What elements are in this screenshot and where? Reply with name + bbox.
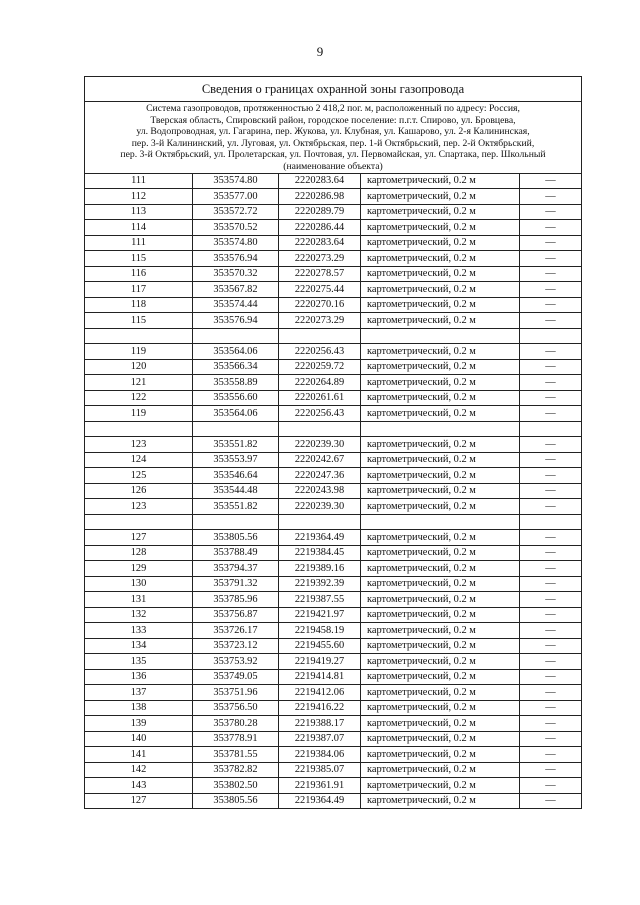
table-row: [85, 731, 582, 747]
coordinate-y: 2219416.22: [279, 700, 361, 716]
coordinate-x: 353553.97: [193, 452, 279, 468]
coordinate-x: 353564.06: [193, 406, 279, 422]
determination-method: картометрический, 0.2 м: [361, 731, 520, 747]
description-line: Тверская область, Спировский район, городское поселение: п.г.т. Спирово, ул. Бровцева,: [150, 114, 516, 126]
determination-method: картометрический, 0.2 м: [361, 561, 520, 577]
coordinate-x: 353791.32: [193, 576, 279, 592]
coordinate-x: 353570.32: [193, 266, 279, 282]
determination-method: картометрический, 0.2 м: [361, 685, 520, 701]
point-number: 133: [85, 623, 193, 639]
table-row: [85, 297, 582, 313]
determination-method: картометрический, 0.2 м: [361, 530, 520, 546]
table-row: [85, 623, 582, 639]
empty-cell: [85, 328, 193, 344]
empty-value-dash: —: [520, 189, 582, 205]
coordinate-y: 2219384.45: [279, 545, 361, 561]
table-row: [85, 685, 582, 701]
empty-value-dash: —: [520, 793, 582, 809]
point-number: 123: [85, 437, 193, 453]
coordinate-y: 2219387.07: [279, 731, 361, 747]
empty-value-dash: —: [520, 266, 582, 282]
empty-cell: [361, 328, 520, 344]
coordinate-x: 353572.72: [193, 204, 279, 220]
table-row: [85, 592, 582, 608]
coordinate-x: 353756.50: [193, 700, 279, 716]
coordinate-y: 2219414.81: [279, 669, 361, 685]
table-row: [85, 530, 582, 546]
coordinate-x: 353794.37: [193, 561, 279, 577]
determination-method: картометрический, 0.2 м: [361, 607, 520, 623]
point-number: 122: [85, 390, 193, 406]
table-row: [85, 654, 582, 670]
coordinate-y: 2220278.57: [279, 266, 361, 282]
empty-value-dash: —: [520, 375, 582, 391]
point-number: 130: [85, 576, 193, 592]
coordinate-x: 353577.00: [193, 189, 279, 205]
point-number: 116: [85, 266, 193, 282]
coordinate-x: 353546.64: [193, 468, 279, 484]
table-title: Сведения о границах охранной зоны газопровода: [85, 77, 582, 102]
object-caption: (наименование объекта): [283, 160, 383, 172]
coordinate-y: 2219412.06: [279, 685, 361, 701]
coordinate-x: 353802.50: [193, 778, 279, 794]
coordinate-x: 353551.82: [193, 499, 279, 515]
point-number: 137: [85, 685, 193, 701]
empty-cell: [85, 514, 193, 530]
point-number: 138: [85, 700, 193, 716]
table-row: [85, 452, 582, 468]
determination-method: картометрический, 0.2 м: [361, 189, 520, 205]
table-row: [85, 747, 582, 763]
determination-method: картометрический, 0.2 м: [361, 437, 520, 453]
table-row: [85, 235, 582, 251]
coordinate-x: 353788.49: [193, 545, 279, 561]
empty-value-dash: —: [520, 576, 582, 592]
empty-cell: [193, 328, 279, 344]
empty-value-dash: —: [520, 344, 582, 360]
coordinate-x: 353749.05: [193, 669, 279, 685]
empty-cell: [520, 421, 582, 437]
empty-value-dash: —: [520, 638, 582, 654]
table-row: [85, 669, 582, 685]
point-number: 112: [85, 189, 193, 205]
empty-value-dash: —: [520, 499, 582, 515]
point-number: 115: [85, 251, 193, 267]
boundary-table-container: [84, 76, 581, 809]
coordinate-x: 353805.56: [193, 530, 279, 546]
coordinate-y: 2220289.79: [279, 204, 361, 220]
point-number: 134: [85, 638, 193, 654]
empty-value-dash: —: [520, 716, 582, 732]
coordinate-x: 353753.92: [193, 654, 279, 670]
table-row: [85, 390, 582, 406]
determination-method: картометрический, 0.2 м: [361, 204, 520, 220]
table-row: [85, 313, 582, 329]
empty-cell: [279, 514, 361, 530]
description-line: пер. 3-й Октябрьский, ул. Пролетарская, ул. Почтовая, ул. Первомайская, ул. Спартака, пер. Школьный: [120, 149, 546, 161]
coordinate-y: 2220275.44: [279, 282, 361, 298]
point-number: 120: [85, 359, 193, 375]
point-number: 111: [85, 235, 193, 251]
table-row: [85, 375, 582, 391]
empty-value-dash: —: [520, 592, 582, 608]
determination-method: картометрический, 0.2 м: [361, 235, 520, 251]
empty-cell: [520, 514, 582, 530]
determination-method: картометрический, 0.2 м: [361, 390, 520, 406]
point-number: 136: [85, 669, 193, 685]
coordinate-y: 2219458.19: [279, 623, 361, 639]
point-number: 115: [85, 313, 193, 329]
table-row: [85, 762, 582, 778]
point-number: 124: [85, 452, 193, 468]
empty-cell: [279, 421, 361, 437]
coordinate-y: 2219384.06: [279, 747, 361, 763]
coordinate-x: 353723.12: [193, 638, 279, 654]
description-line: Система газопроводов, протяженностью 2 418,2 пог. м, расположенный по адресу: Россия,: [146, 103, 520, 114]
table-row: [85, 545, 582, 561]
point-number: 121: [85, 375, 193, 391]
coordinate-y: 2220239.30: [279, 437, 361, 453]
table-row: [85, 282, 582, 298]
determination-method: картометрический, 0.2 м: [361, 499, 520, 515]
coordinate-x: 353574.80: [193, 235, 279, 251]
table-row: [85, 437, 582, 453]
coordinate-y: 2220259.72: [279, 359, 361, 375]
page-number: 9: [316, 44, 324, 59]
empty-value-dash: —: [520, 607, 582, 623]
table-row: [85, 576, 582, 592]
object-description: [85, 102, 582, 174]
coordinate-x: 353570.52: [193, 220, 279, 236]
determination-method: картометрический, 0.2 м: [361, 313, 520, 329]
determination-method: картометрический, 0.2 м: [361, 220, 520, 236]
point-number: 140: [85, 731, 193, 747]
table-row: [85, 406, 582, 422]
point-number: 126: [85, 483, 193, 499]
empty-value-dash: —: [520, 669, 582, 685]
coordinate-x: 353785.96: [193, 592, 279, 608]
group-separator-row: [85, 514, 582, 530]
point-number: 113: [85, 204, 193, 220]
empty-value-dash: —: [520, 731, 582, 747]
empty-value-dash: —: [520, 545, 582, 561]
coordinate-x: 353782.82: [193, 762, 279, 778]
coordinate-y: 2219392.39: [279, 576, 361, 592]
coordinate-y: 2220273.29: [279, 251, 361, 267]
point-number: 119: [85, 406, 193, 422]
empty-value-dash: —: [520, 251, 582, 267]
table-row: [85, 638, 582, 654]
empty-cell: [279, 328, 361, 344]
table-row: [85, 700, 582, 716]
determination-method: картометрический, 0.2 м: [361, 282, 520, 298]
table-row: [85, 778, 582, 794]
coordinate-y: 2219364.49: [279, 530, 361, 546]
table-row: [85, 344, 582, 360]
determination-method: картометрический, 0.2 м: [361, 793, 520, 809]
empty-cell: [361, 421, 520, 437]
determination-method: картометрический, 0.2 м: [361, 716, 520, 732]
coordinate-x: 353576.94: [193, 313, 279, 329]
coordinate-x: 353544.48: [193, 483, 279, 499]
determination-method: картометрический, 0.2 м: [361, 747, 520, 763]
description-line: пер. 3-й Калининский, ул. Луговая, ул. Октябрьская, пер. 1-й Октябрьский, пер. 2-й Октябрьский,: [131, 137, 535, 149]
empty-cell: [85, 421, 193, 437]
coordinate-x: 353726.17: [193, 623, 279, 639]
empty-value-dash: —: [520, 530, 582, 546]
table-row: [85, 468, 582, 484]
empty-value-dash: —: [520, 778, 582, 794]
coordinate-y: 2220273.29: [279, 313, 361, 329]
coordinate-x: 353567.82: [193, 282, 279, 298]
table-row: [85, 173, 582, 189]
coordinate-y: 2219389.16: [279, 561, 361, 577]
coordinate-y: 2220264.89: [279, 375, 361, 391]
coordinate-y: 2220242.67: [279, 452, 361, 468]
empty-value-dash: —: [520, 390, 582, 406]
empty-value-dash: —: [520, 359, 582, 375]
coordinate-x: 353751.96: [193, 685, 279, 701]
empty-value-dash: —: [520, 406, 582, 422]
table-row: [85, 220, 582, 236]
table-row: [85, 266, 582, 282]
coordinate-x: 353781.55: [193, 747, 279, 763]
point-number: 128: [85, 545, 193, 561]
coordinate-x: 353778.91: [193, 731, 279, 747]
empty-value-dash: —: [520, 762, 582, 778]
coordinate-x: 353566.34: [193, 359, 279, 375]
coordinate-y: 2220256.43: [279, 406, 361, 422]
empty-value-dash: —: [520, 685, 582, 701]
coordinate-y: 2219364.49: [279, 793, 361, 809]
coordinate-y: 2220283.64: [279, 235, 361, 251]
coordinate-x: 353576.94: [193, 251, 279, 267]
point-number: 132: [85, 607, 193, 623]
coordinate-x: 353574.80: [193, 173, 279, 189]
point-number: 127: [85, 793, 193, 809]
determination-method: картометрический, 0.2 м: [361, 375, 520, 391]
empty-value-dash: —: [520, 747, 582, 763]
determination-method: картометрический, 0.2 м: [361, 654, 520, 670]
coordinate-y: 2220286.98: [279, 189, 361, 205]
coordinate-y: 2219455.60: [279, 638, 361, 654]
point-number: 131: [85, 592, 193, 608]
point-number: 125: [85, 468, 193, 484]
determination-method: картометрический, 0.2 м: [361, 468, 520, 484]
empty-value-dash: —: [520, 173, 582, 189]
point-number: 114: [85, 220, 193, 236]
determination-method: картометрический, 0.2 м: [361, 762, 520, 778]
empty-value-dash: —: [520, 468, 582, 484]
determination-method: картометрический, 0.2 м: [361, 623, 520, 639]
coordinate-x: 353756.87: [193, 607, 279, 623]
coordinate-y: 2220239.30: [279, 499, 361, 515]
coordinate-x: 353556.60: [193, 390, 279, 406]
coordinate-y: 2220261.61: [279, 390, 361, 406]
group-separator-row: [85, 328, 582, 344]
description-row: [85, 102, 582, 174]
determination-method: картометрический, 0.2 м: [361, 576, 520, 592]
coordinate-x: 353564.06: [193, 344, 279, 360]
empty-value-dash: —: [520, 654, 582, 670]
coordinate-y: 2219361.91: [279, 778, 361, 794]
coordinate-y: 2220243.98: [279, 483, 361, 499]
determination-method: картометрический, 0.2 м: [361, 545, 520, 561]
coordinate-y: 2219385.07: [279, 762, 361, 778]
empty-cell: [193, 421, 279, 437]
coordinate-y: 2220247.36: [279, 468, 361, 484]
coordinate-x: 353558.89: [193, 375, 279, 391]
coordinate-x: 353551.82: [193, 437, 279, 453]
determination-method: картометрический, 0.2 м: [361, 669, 520, 685]
coordinate-x: 353805.56: [193, 793, 279, 809]
description-line: ул. Водопроводная, ул. Гагарина, пер. Жукова, ул. Клубная, ул. Кашарово, ул. 2-я Калининская,: [136, 126, 530, 138]
point-number: 143: [85, 778, 193, 794]
empty-value-dash: —: [520, 282, 582, 298]
empty-value-dash: —: [520, 452, 582, 468]
point-number: 118: [85, 297, 193, 313]
table-row: [85, 793, 582, 809]
empty-cell: [193, 514, 279, 530]
coordinate-y: 2220286.44: [279, 220, 361, 236]
coordinate-y: 2220283.64: [279, 173, 361, 189]
empty-cell: [520, 328, 582, 344]
determination-method: картометрический, 0.2 м: [361, 173, 520, 189]
table-row: [85, 189, 582, 205]
point-number: 117: [85, 282, 193, 298]
determination-method: картометрический, 0.2 м: [361, 266, 520, 282]
table-row: [85, 483, 582, 499]
coordinate-y: 2219388.17: [279, 716, 361, 732]
determination-method: картометрический, 0.2 м: [361, 483, 520, 499]
point-number: 139: [85, 716, 193, 732]
coordinate-x: 353780.28: [193, 716, 279, 732]
empty-cell: [361, 514, 520, 530]
point-number: 123: [85, 499, 193, 515]
determination-method: картометрический, 0.2 м: [361, 452, 520, 468]
empty-value-dash: —: [520, 204, 582, 220]
point-number: 141: [85, 747, 193, 763]
point-number: 119: [85, 344, 193, 360]
determination-method: картометрический, 0.2 м: [361, 344, 520, 360]
determination-method: картометрический, 0.2 м: [361, 251, 520, 267]
determination-method: картометрический, 0.2 м: [361, 778, 520, 794]
boundary-table: [84, 76, 582, 809]
empty-value-dash: —: [520, 700, 582, 716]
determination-method: картометрический, 0.2 м: [361, 297, 520, 313]
table-row: [85, 561, 582, 577]
determination-method: картометрический, 0.2 м: [361, 359, 520, 375]
empty-value-dash: —: [520, 483, 582, 499]
empty-value-dash: —: [520, 313, 582, 329]
table-row: [85, 716, 582, 732]
determination-method: картометрический, 0.2 м: [361, 406, 520, 422]
table-row: [85, 251, 582, 267]
table-row: [85, 499, 582, 515]
determination-method: картометрический, 0.2 м: [361, 638, 520, 654]
coordinate-y: 2220256.43: [279, 344, 361, 360]
table-row: [85, 607, 582, 623]
determination-method: картометрический, 0.2 м: [361, 700, 520, 716]
coordinate-y: 2219421.97: [279, 607, 361, 623]
table-row: [85, 359, 582, 375]
empty-value-dash: —: [520, 297, 582, 313]
group-separator-row: [85, 421, 582, 437]
point-number: 127: [85, 530, 193, 546]
point-number: 142: [85, 762, 193, 778]
point-number: 135: [85, 654, 193, 670]
empty-value-dash: —: [520, 561, 582, 577]
determination-method: картометрический, 0.2 м: [361, 592, 520, 608]
table-row: [85, 204, 582, 220]
coordinate-y: 2219387.55: [279, 592, 361, 608]
empty-value-dash: —: [520, 235, 582, 251]
empty-value-dash: —: [520, 220, 582, 236]
coordinate-x: 353574.44: [193, 297, 279, 313]
title-row: [85, 77, 582, 102]
empty-value-dash: —: [520, 623, 582, 639]
coordinate-y: 2220270.16: [279, 297, 361, 313]
coordinate-y: 2219419.27: [279, 654, 361, 670]
point-number: 129: [85, 561, 193, 577]
empty-value-dash: —: [520, 437, 582, 453]
point-number: 111: [85, 173, 193, 189]
